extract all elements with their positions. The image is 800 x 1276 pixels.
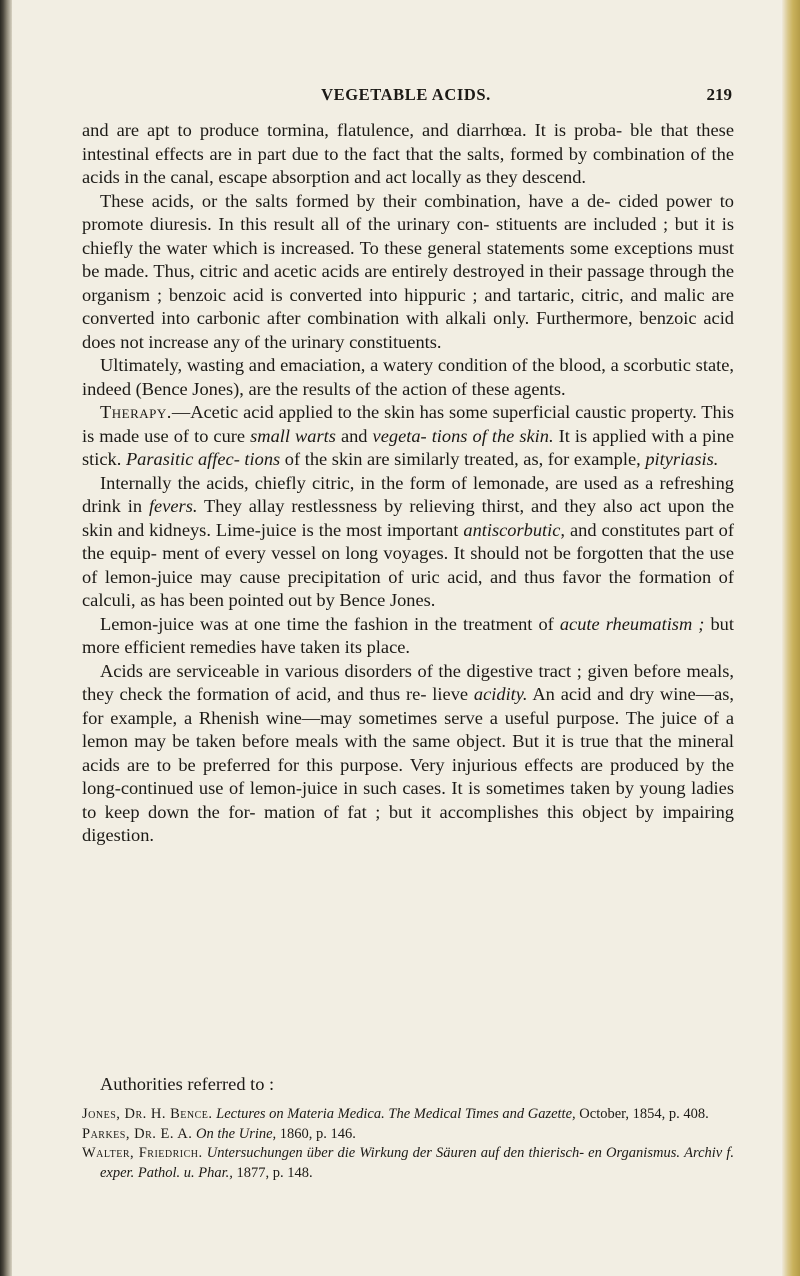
- ref-details: October, 1854, p. 408.: [579, 1106, 709, 1122]
- text-run: Acids are serviceable in various disorders of the digestive tract ; given before meals, they check the formation of acid, and thus re- lieve: [82, 660, 734, 704]
- italic-term: antiscorbutic,: [463, 519, 566, 540]
- text-run: Lemon-juice was at one time the fashion in the treatment of: [100, 613, 560, 634]
- running-title: VEGETABLE ACIDS.: [321, 85, 491, 104]
- ref-author: Parkes, Dr. E. A.: [82, 1125, 193, 1142]
- paragraph: [82, 119, 734, 190]
- text-run: and: [335, 425, 373, 446]
- reference-entry: [82, 1105, 734, 1125]
- ref-journal: Archiv f. exper. Pathol. u. Phar.,: [100, 1145, 735, 1181]
- ref-title: Lectures on Materia Medica.: [216, 1106, 385, 1122]
- text-run: but more efficient remedies have taken its place.: [82, 613, 734, 657]
- text-run: An acid and dry wine—as, for example, a Rhenish wine—may sometimes serve a useful purpose. The juice of a lemon may be taken before meals with the same object. But it is true that the mineral acids are to be preferred for this purpose. Very injurious effects are produced by the long-continued use of lemon-juice in such cases. It is sometimes taken by young ladies to keep down the for- mation of fat ; but it accomplishes this object by impairing digestion.: [82, 684, 734, 845]
- italic-term: small warts: [250, 425, 336, 446]
- page-gutter-shadow: [0, 0, 12, 1276]
- text-run: —Acetic acid applied to the skin has some superficial caustic property. This is made use of to cure: [82, 402, 734, 446]
- italic-term: fevers.: [148, 496, 198, 516]
- text-run: of the skin are similarly treated, as, for example,: [280, 449, 646, 469]
- authorities-heading: Authorities referred to :: [100, 1074, 275, 1094]
- gilt-page-edge: [782, 0, 800, 1276]
- ref-details: 1877, p. 148.: [236, 1164, 313, 1181]
- paragraph-text: Ultimately, wasting and emaciation, a watery condition of the blood, a scorbutic state, indeed (Bence Jones), are the results of the action of these agents.: [82, 355, 734, 399]
- text-run: It is applied with a pine stick.: [82, 425, 734, 469]
- text-run: They allay restlessness by relieving thirst, and they also act upon the skin and kidneys. Lime-juice is the most important: [82, 496, 734, 540]
- italic-term: acidity.: [473, 684, 528, 704]
- italic-term: acute rheumatism ;: [559, 613, 705, 634]
- reference-entry: [82, 1125, 734, 1145]
- paragraph: [82, 354, 734, 401]
- paragraph: [82, 660, 734, 848]
- paragraph: [82, 190, 734, 355]
- text-run: Internally the acids, chiefly citric, in the form of lemonade, are used as a refreshing drink in: [82, 472, 734, 516]
- ref-title: Untersuchungen über die Wirkung der Säuren auf den thierisch- en Organismus.: [206, 1145, 680, 1161]
- body-text: [82, 119, 734, 848]
- paragraph: [82, 472, 734, 613]
- reference-list: [82, 1105, 734, 1183]
- italic-term: Parasitic affec- tions: [125, 449, 281, 469]
- running-header: [80, 85, 732, 109]
- ref-journal: The Medical Times and Gazette,: [388, 1106, 576, 1122]
- ref-author: Jones, Dr. H. Bence.: [82, 1106, 213, 1122]
- ref-title: On the Urine,: [196, 1125, 277, 1142]
- italic-term: vegeta- tions of the skin.: [372, 425, 554, 446]
- paragraph-text: and are apt to produce tormina, flatulence, and diarrhœa. It is proba- ble that these intestinal effects are in part due to the fact that the salts, formed by combination of the acids in the canal, escape absorption and act locally as they descend.: [82, 120, 734, 187]
- reference-entry: [82, 1144, 734, 1183]
- section-lead: Therapy.: [100, 402, 172, 422]
- italic-term: pityriasis.: [645, 449, 719, 469]
- ref-author: Walter, Friedrich.: [82, 1145, 203, 1161]
- page-number: 219: [706, 85, 732, 104]
- paragraph: [82, 613, 734, 660]
- paragraph-text: These acids, or the salts formed by their combination, have a de- cided power to promote diuresis. In this result all of the urinary con- stituents are included ; but it is chiefly the water which is increased. To these general statements some exceptions must be made. Thus, citric and acetic acids are entirely destroyed in their passage through the organism ; benzoic acid is converted into hippuric ; and tartaric, citric, and malic are converted into carbonic after combination with alkali only. Furthermore, benzoic acid does not increase any of the urinary constituents.: [82, 190, 734, 352]
- therapy-paragraph: [82, 401, 734, 472]
- text-run: and constitutes part of the equip- ment of every vessel on long voyages. It should not be forgotten that the use of lemon-juice may cause precipitation of uric acid, and thus favor the formation of calculi, as has been pointed out by Bence Jones.: [82, 519, 734, 610]
- ref-details: 1860, p. 146.: [279, 1125, 356, 1142]
